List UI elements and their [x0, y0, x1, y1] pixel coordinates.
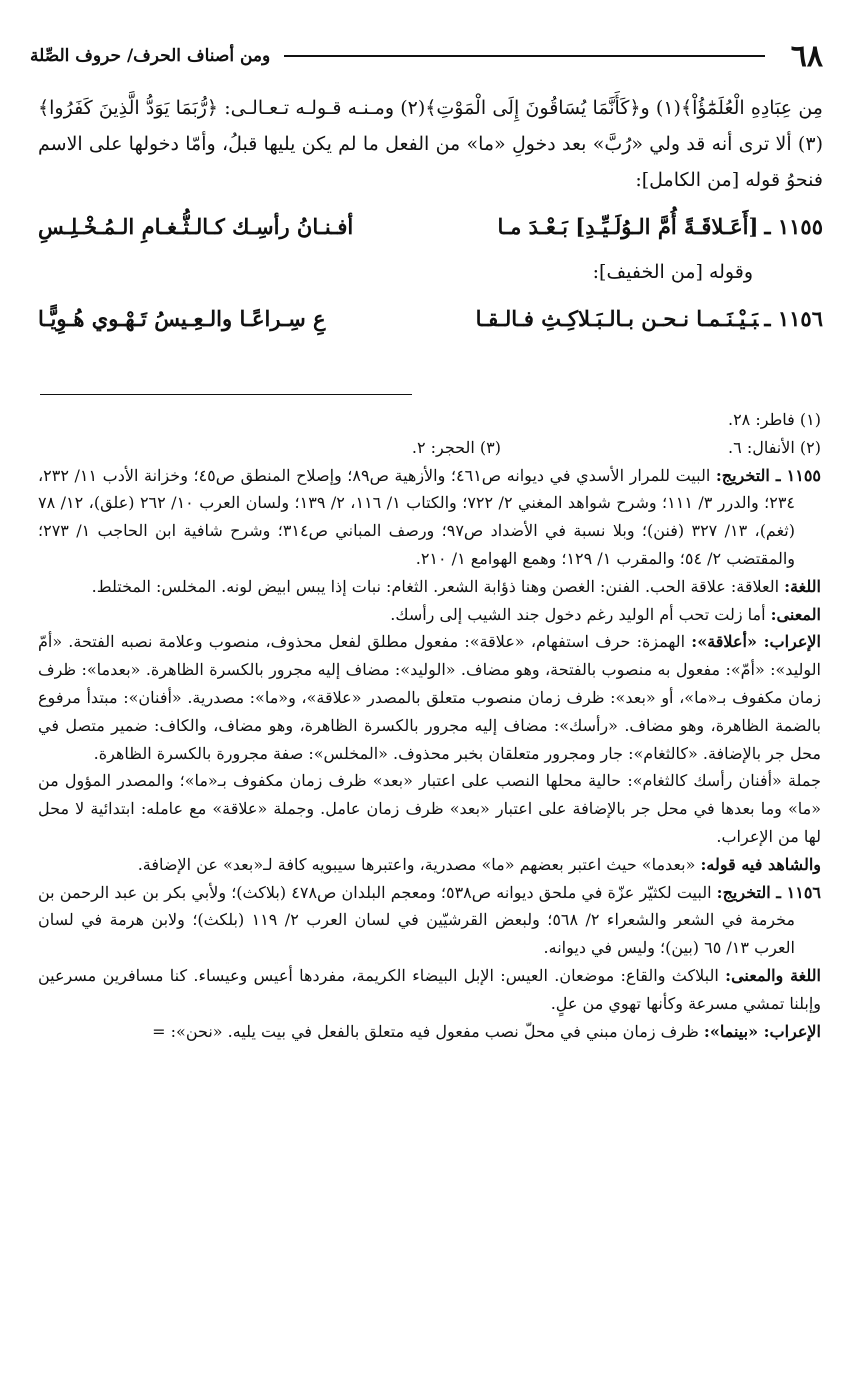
commentary-1155-irab: الإعراب: «أعلاقة»: الهمزة: حرف استفهام، «علاقة»: مفعول مطلق لفعل محذوف، منصوب وعلامة نصبه الفتحة. «أمّ الوليد»: «أمّ»: مفعول به منصوب بالفتحة، وهو مضاف. «الوليد»: مضاف إليه مجرور بالكسرة الظاهرة. «بعدما»: ظرف زمان مكفوف بـ«ما»، أو «بعد»: ظرف زمان منصوب متعلق بالمصدر «علاقة»، و«ما»: مصدرية. «أفنان»: مبتدأ مرفوع بالضمة الظاهرة، وهو مضاف. «رأسك»: مضاف إليه مجرور بالكسرة الظاهرة، وهو مضاف، والكاف: ضمير متصل في محل جر بالإضافة. «كالثغام»: جار ومجرور متعلقان بخبر محذوف. «المخلس»: صفة مجرورة بالكسرة الظاهرة.	[38, 632, 821, 763]
running-title: ومن أصناف الحرف/ حروف الصِّلة	[30, 46, 271, 66]
page-header	[30, 36, 823, 76]
commentary-1156-lugha: اللغة والمعنى: البلاكث والقاع: موضعان. العيس: الإبل البيضاء الكريمة، مفردها أعيس وعيساء. كنا مسافرين مسرعين وإبلنا تمشي مسرعة وكأنها تهوي من علٍ.	[38, 965, 821, 1013]
footnote-2: (٢) الأنفال: ٦.	[728, 437, 821, 457]
footnote-1: (١) فاطر: ٢٨.	[727, 410, 821, 429]
commentary-1155-shahid: والشاهد فيه قوله: «بعدما» حيث اعتبر بعضهم «ما» مصدرية، واعتبرها سيبويه كافة لـ«بعد» عن الإضافة.	[137, 854, 821, 874]
footnotes-section	[38, 406, 821, 1045]
verse-1156-second-half: عِ سِـراعًـا والـعِـيسُ تَـهْـوي هُـوِيًّـا	[38, 305, 326, 331]
verse-number: ١١٥٥ ـ	[764, 213, 823, 239]
main-text	[38, 90, 823, 346]
commentary-1155-lugha: اللغة: العلاقة: علاقة الحب. الفنن: الغصن وهنا ذؤابة الشعر. الثغام: نبات إذا يبس ابيض لونه. المخلس: المختلط.	[91, 576, 821, 596]
verse-1156-first-half: ١١٥٦ ـبَـيْـنَـمـا نـحـن بـالـبَـلاكِـثِ فـالـقـا	[475, 305, 823, 331]
verse-1155	[38, 198, 823, 254]
verse-1155-second-half: أفـنـانُ رأسِـك كـالـثُّـغـامِ الـمُـخْـلِـسِ	[38, 213, 354, 239]
header-rule	[284, 55, 765, 57]
commentary-1155-jumla: جملة «أفنان رأسك كالثغام»: حالية محلها النصب على اعتبار «بعد» ظرف زمان مكفوف بـ«ما»؛ والمصدر المؤول من «ما» وما بعدها في محل جر بالإضافة على اعتبار «بعد» ظرف زمان عامل. وجملة «علاقة» مع عامله: ابتدائية لا محل لها من الإعراب.	[38, 771, 822, 846]
commentary-1155-maana: المعنى: أما زلت تحب أم الوليد رغم دخول جند الشيب إلى رأسك.	[390, 604, 821, 624]
verse-number: ١١٥٦ ـ	[764, 305, 823, 331]
intro-paragraph: مِن عِبَادِهِ الْعُلَمَٰٓؤُاْ﴾(١) و﴿كَأَنَّمَا يُسَاقُونَ إِلَى الْمَوْتِ﴾(٢) ومـنـه قـولـه تـعـالـى: ﴿رُّبَمَا يَوَدُّ الَّذِينَ كَفَرُوا﴾(٣) ألا ترى أنه قد ولي «رُبَّ» بعد دخولِ «ما» من الفعل ما لم يكن يليها قبلُ، وأمّا دخولها على الاسم فنحوُ قوله [من الكامل]:	[38, 97, 823, 191]
footnote-separator	[40, 394, 412, 395]
footnote-row	[38, 434, 821, 462]
verse-1156	[38, 290, 823, 346]
commentary-1156-takhrij: ١١٥٦ ـ التخريج: البيت لكثيّر عزّة في ملحق ديوانه ص٥٣٨؛ ومعجم البلدان ص٤٧٨ (بلاكث)؛ ولأبي بكر بن عبد الرحمن بن مخرمة في الشعر والشعراء ٢/ ٥٦٨؛ ولبعض القرشيّين في لسان العرب ٢/ ١١٩ (بلكث)؛ ولابن هرمة في لسان العرب ١٣/ ٦٥ (بين)؛ وليس في ديوانه.	[38, 882, 822, 958]
commentary-1156-irab: الإعراب: «بينما»: ظرف زمان مبني في محلّ نصب مفعول فيه متعلق بالفعل في بيت يليه. «نحن»: =	[152, 1021, 821, 1041]
verse-1155-first-half: ١١٥٥ ـ[أَعَـلاقَـةً أُمَّ الـوُلَـيِّـدِ] بَـعْـدَ مـا	[497, 213, 823, 239]
page-number: ٦٨	[790, 38, 823, 74]
commentary-1155-takhrij: ١١٥٥ ـ التخريج: البيت للمرار الأسدي في ديوانه ص٤٦١؛ والأزهية ص٨٩؛ وإصلاح المنطق ص٤٥؛ وخزانة الأدب ١١/ ٢٣٢، ٢٣٤؛ والدرر ٣/ ١١١؛ وشرح شواهد المغني ٢/ ٧٢٢؛ والكتاب ١/ ١١٦، ٢/ ١٣٩؛ ولسان العرب ١٠/ ٢٦٢ (علق)، ١٢/ ٧٨ (ثغم)، ١٣/ ٣٢٧ (فنن)؛ وبلا نسبة في الأضداد ص٩٧؛ ورصف المباني ص٣١٤؛ وشرح شافية ابن الحاجب ١/ ٢٧٣؛ والمقتضب ٢/ ٥٤؛ والمقرب ١/ ١٢٩؛ وهمع الهوامع ١/ ٢١٠.	[38, 465, 822, 568]
footnote-3: (٣) الحجر: ٢.	[411, 437, 501, 457]
verse-1156-intro: وقوله [من الخفيف]:	[592, 261, 753, 283]
